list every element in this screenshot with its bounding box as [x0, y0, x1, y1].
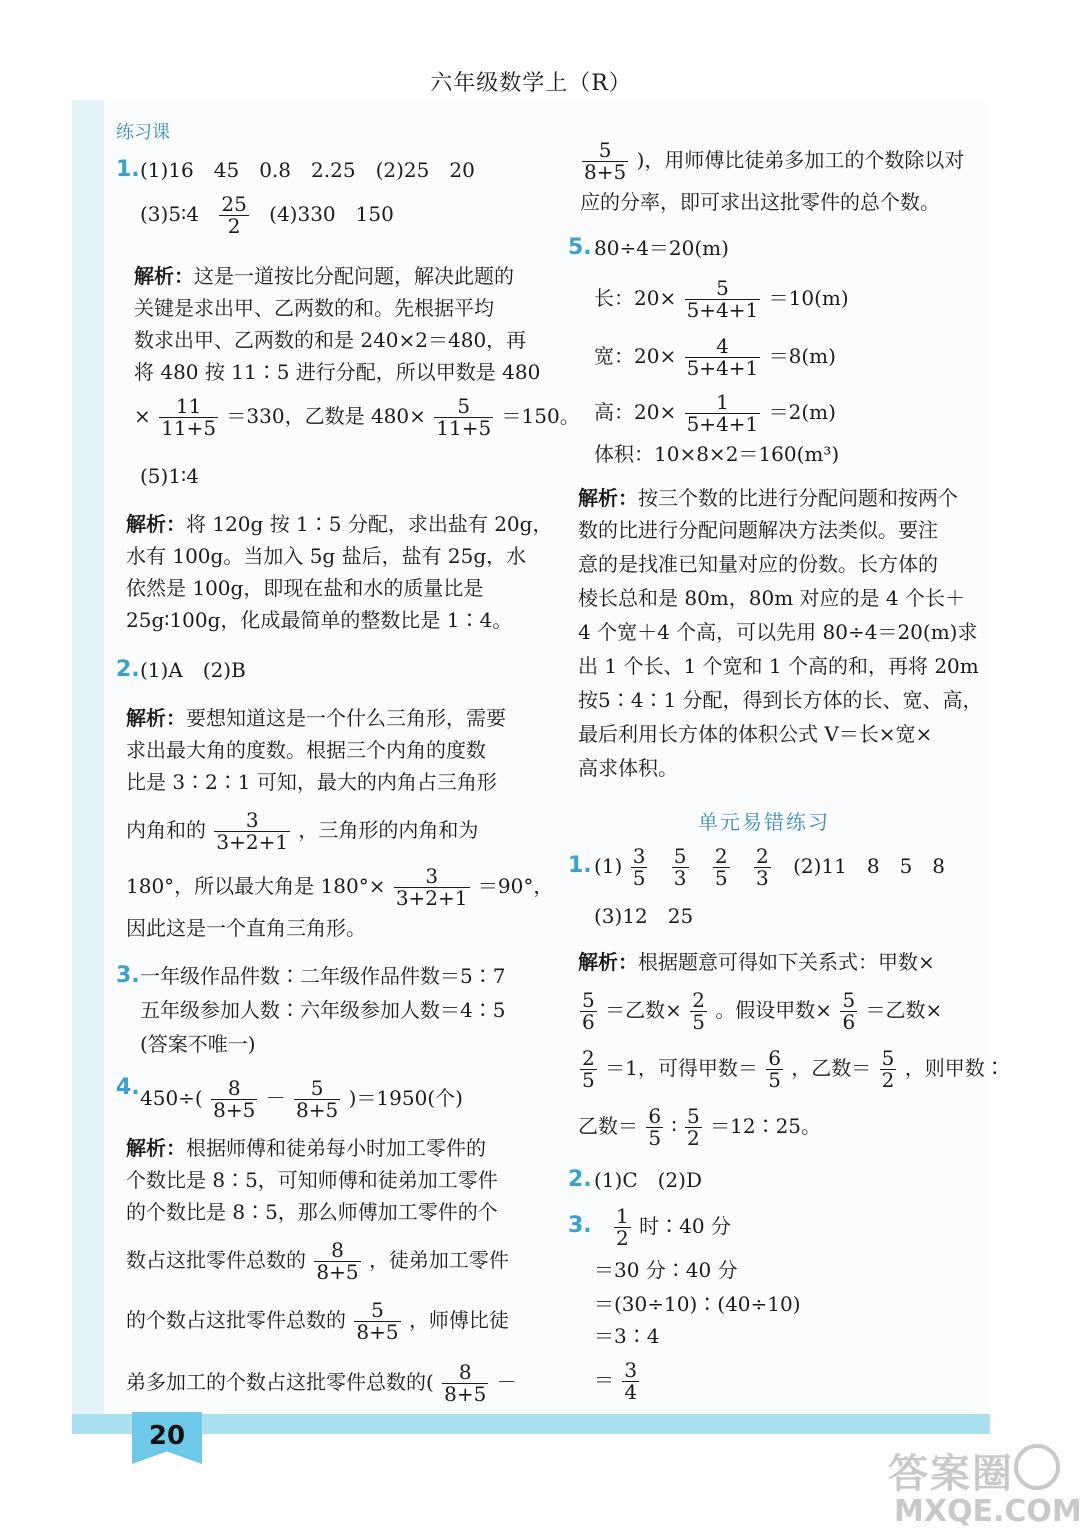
r2-answer: (1)C (2)D — [594, 1168, 702, 1192]
q1-5-analysis-line4: 25g∶100g，化成最简单的整数比是 1∶4。 — [126, 608, 513, 632]
fraction: $\frac{5}{6}$ — [582, 988, 595, 1034]
q5-length: 长：20× $\frac{5}{5+4+1}$ ＝10(m) — [594, 276, 849, 322]
watermark-logo: 答案圈 MXQE.COM — [888, 1442, 1058, 1532]
fraction: $\frac{8}{8+5}$ — [213, 1076, 256, 1122]
q5-analysis-line7: 按5∶4∶1 分配，得到长方体的长、宽、高， — [578, 688, 983, 712]
r1-analysis-line4: 乙数＝ $\frac{6}{5}$ ∶ $\frac{5}{2}$ ＝12∶25。 — [578, 1104, 822, 1150]
q5-line1: 80÷4＝20(m) — [594, 236, 729, 260]
fraction: $\frac{6}{5}$ — [768, 1046, 781, 1092]
r3-line5: ＝ $\frac{3}{4}$ — [594, 1358, 638, 1404]
q4-analysis-cont-line2: 应的分率，即可求出这批零件的总个数。 — [580, 190, 940, 214]
q1-answer-line2 — [140, 194, 394, 237]
fraction: $\frac{5}{6}$ — [842, 988, 856, 1034]
q5-analysis-line9: 高求体积。 — [578, 756, 678, 780]
q1-part3: (3)5∶4 — [140, 202, 199, 226]
q2-analysis-line4: 内角和的 $\frac{3}{3+2+1}$ ，三角形的内角和为 — [126, 808, 479, 854]
q5-height: 高：20× $\frac{1}{5+4+1}$ ＝2(m) — [594, 390, 836, 436]
unit-error-practice-title: 单元易错练习 — [698, 810, 830, 834]
q1-analysis-line1: 解析：这是一道按比分配问题，解决此题的 — [134, 264, 514, 288]
q4-analysis-line2: 个数比是 8∶5，可知师傅和徒弟加工零件 — [126, 1168, 498, 1192]
fraction: $\frac{8}{8+5}$ — [316, 1238, 359, 1284]
r1-analysis-line1: 解析：根据题意可得如下关系式：甲数× — [578, 950, 935, 974]
fraction: $\frac{2}{5}$ — [714, 844, 728, 890]
q5-volume: 体积：10×8×2＝160(m³) — [594, 442, 840, 466]
fraction: $\frac{5}{8+5}$ — [356, 1298, 399, 1344]
fraction: $\frac{6}{5}$ — [648, 1104, 662, 1150]
fraction: $\frac{2}{3}$ — [755, 844, 769, 890]
q1-number: 1. — [116, 157, 140, 182]
analysis-label: 解析： — [134, 264, 194, 288]
fraction: $\frac{8}{8+5}$ — [444, 1360, 487, 1406]
fraction: $\frac{25}{2}$ — [221, 192, 247, 238]
fraction: $\frac{11}{11+5}$ — [161, 394, 217, 440]
q3-number: 3. — [116, 963, 140, 988]
q5-analysis-line2: 数的比进行分配问题解决方法类似。要注 — [578, 518, 938, 542]
r2-number: 2. — [568, 1167, 592, 1192]
fraction: $\frac{3}{5}$ — [632, 844, 646, 890]
fraction: $\frac{4}{5+4+1}$ — [686, 334, 759, 380]
q3-line2: 五年级参加人数∶六年级参加人数＝4∶5 — [140, 998, 506, 1022]
q4-analysis-line6: 弟多加工的个数占这批零件总数的( $\frac{8}{8+5}$ － — [126, 1360, 517, 1406]
q4-analysis-line4: 数占这批零件总数的 $\frac{8}{8+5}$ ，徒弟加工零件 — [126, 1238, 509, 1284]
q4-analysis-cont-line1: $\frac{5}{8+5}$ )，用师傅比徒弟多加工的个数除以对 — [584, 138, 965, 184]
panel-left-band — [72, 100, 104, 1416]
r1-answer-line2: (3)12 25 — [594, 904, 694, 928]
fraction: $\frac{3}{4}$ — [624, 1358, 638, 1404]
section-title: 练习课 — [116, 122, 170, 143]
q2-analysis-line5: 180°，所以最大角是 180°× $\frac{3}{3+2+1}$ ＝90°， — [126, 864, 554, 910]
fraction: $\frac{2}{5}$ — [692, 988, 705, 1034]
fraction: $\frac{3}{3+2+1}$ — [216, 808, 289, 854]
r3-line3: ＝(30÷10)∶(40÷10) — [594, 1292, 801, 1316]
q3-line1: 一年级作品件数∶二年级作品件数＝5∶7 — [140, 964, 506, 988]
r3-line2: ＝30 分∶40 分 — [594, 1258, 738, 1282]
q4-answer: 450÷( $\frac{8}{8+5}$ － $\frac{5}{8+5}$ )＝1950(个) — [140, 1076, 463, 1122]
page-header-title: 六年级数学上（R） — [430, 71, 632, 96]
fraction: $\frac{5}{8+5}$ — [296, 1076, 339, 1122]
q1-5-analysis-line3: 依然是 100g，即现在盐和水的质量比是 — [126, 576, 484, 600]
r1-analysis-line2: $\frac{5}{6}$ ＝乙数× $\frac{2}{5}$ 。假设甲数× $\frac{5}{6}$ ＝乙数× — [582, 988, 943, 1034]
q5-analysis-line4: 棱长总和是 80m，80m 对应的是 4 个长＋ — [578, 586, 965, 610]
fraction: $\frac{5}{11+5}$ — [436, 394, 492, 440]
q5-width: 宽：20× $\frac{4}{5+4+1}$ ＝8(m) — [594, 334, 836, 380]
q5-analysis-line8: 最后利用长方体的体积公式 V＝长×宽× — [578, 722, 933, 746]
fraction: $\frac{1}{5+4+1}$ — [686, 390, 759, 436]
fraction: $\frac{5}{2}$ — [881, 1046, 895, 1092]
q2-number: 2. — [116, 657, 140, 682]
q2-answer: (1)A (2)B — [140, 658, 246, 682]
q2-analysis-line2: 求出最大角的度数。根据三个内角的度数 — [126, 738, 486, 762]
q2-analysis-line6: 因此这是一个直角三角形。 — [126, 916, 366, 940]
fraction: $\frac{1}{2}$ — [616, 1204, 629, 1250]
q5-analysis-line3: 意的是找准已知量对应的份数。长方体的 — [578, 552, 938, 576]
q2-analysis-line3: 比是 3∶2∶1 可知，最大的内角占三角形 — [126, 770, 497, 794]
fraction: $\frac{5}{3}$ — [673, 844, 687, 890]
q1-analysis-line5: × $\frac{11}{11+5}$ ＝330，乙数是 480× $\frac{5}{11+5}$ ＝150。 — [134, 394, 580, 440]
fraction: $\frac{3}{3+2+1}$ — [395, 864, 468, 910]
r3-number: 3. — [568, 1213, 592, 1238]
r3-line1: $\frac{1}{2}$ 时∶40 分 — [616, 1204, 731, 1250]
q4-analysis-line3: 的个数比是 8∶5，那么师傅加工零件的个 — [126, 1200, 498, 1224]
q1-analysis-line2: 关键是求出甲、乙两数的和。先根据平均 — [134, 296, 494, 320]
fraction: $\frac{5}{5+4+1}$ — [686, 276, 759, 322]
q5-analysis-line5: 4 个宽＋4 个高，可以先用 80÷4＝20(m)求 — [578, 620, 978, 644]
q1-analysis-line3: 数求出甲、乙两数的和是 240×2＝480，再 — [134, 328, 527, 352]
q1-5-analysis-line2: 水有 100g。当加入 5g 盐后，盐有 25g，水 — [126, 544, 527, 568]
q1-part5: (5)1∶4 — [140, 464, 199, 488]
q4-number: 4. — [116, 1075, 140, 1100]
r1-number: 1. — [568, 853, 592, 878]
fraction: $\frac{5}{2}$ — [687, 1104, 700, 1150]
fraction: $\frac{2}{5}$ — [582, 1046, 595, 1092]
q5-analysis-line6: 出 1 个长、1 个宽和 1 个高的和，再将 20m — [578, 654, 979, 678]
r3-line4: ＝3∶4 — [594, 1324, 660, 1348]
fraction: $\frac{5}{8+5}$ — [584, 138, 627, 184]
q1-analysis-line4: 将 480 按 11∶5 进行分配，所以甲数是 480 — [134, 360, 541, 384]
q5-number: 5. — [568, 235, 592, 260]
q4-analysis-line1: 解析：根据师傅和徒弟每小时加工零件的 — [126, 1136, 486, 1160]
bottom-band — [72, 1414, 990, 1434]
q1-5-analysis-line1: 解析：将 120g 按 1∶5 分配，求出盐有 20g， — [126, 512, 553, 536]
q1-answer-line1: (1)16 45 0.8 2.25 (2)25 20 — [140, 158, 475, 182]
page-number: 20 — [148, 1421, 186, 1451]
q4-analysis-line5: 的个数占这批零件总数的 $\frac{5}{8+5}$ ，师傅比徒 — [126, 1298, 509, 1344]
r1-answer-line1: (1) $\frac{3}{5}$ $\frac{5}{3}$ $\frac{2}{5}$ $\frac{2}{3}$ (2)11 8 5 8 — [594, 844, 946, 890]
q3-line3: (答案不唯一) — [140, 1032, 256, 1056]
r1-analysis-line3: $\frac{2}{5}$ ＝1，可得甲数＝ $\frac{6}{5}$ ，乙数＝ $\frac{5}{2}$ ，则甲数∶ — [582, 1046, 1005, 1092]
q2-analysis-line1: 解析：要想知道这是一个什么三角形，需要 — [126, 706, 506, 730]
q1-part4: (4)330 150 — [269, 202, 394, 226]
q5-analysis-line1: 解析：按三个数的比进行分配问题和按两个 — [578, 486, 958, 510]
